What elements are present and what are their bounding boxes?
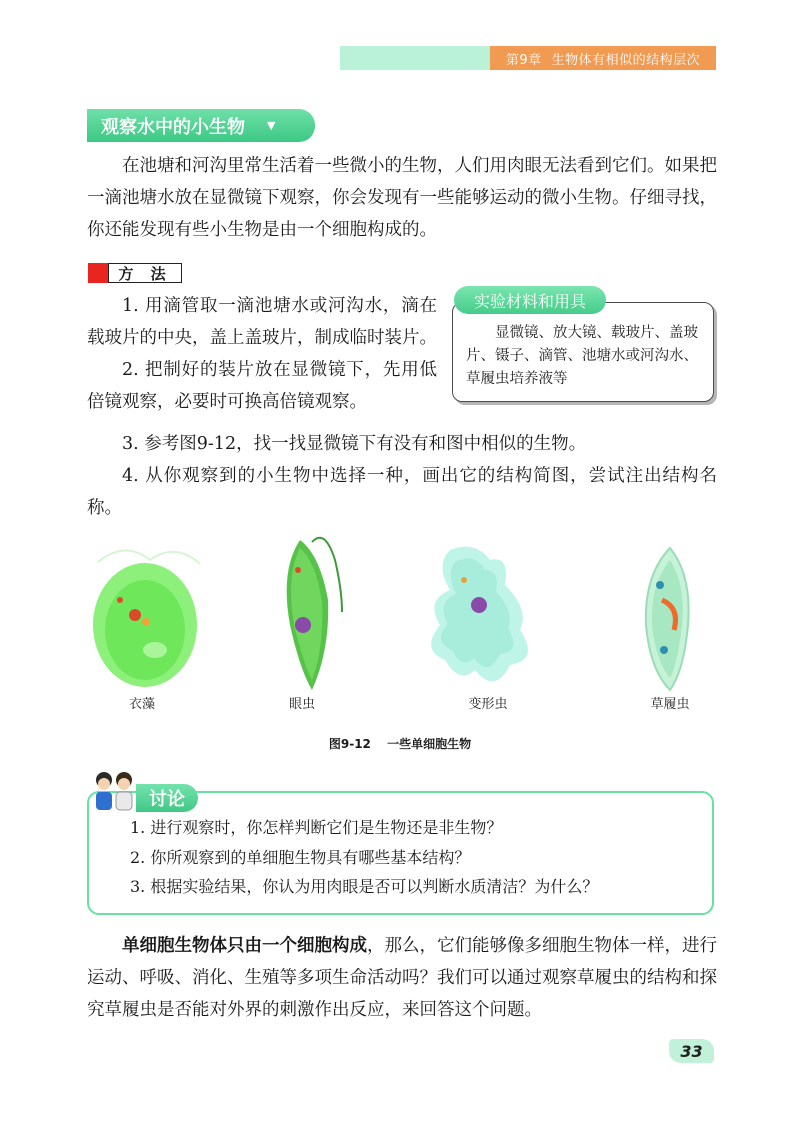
closing-paragraph <box>87 930 717 1026</box>
method-step-4: 4. 从你观察到的小生物中选择一种，画出它的结构简图，尝试注出结构名称。 <box>87 466 717 518</box>
chlamydomonas-illustration <box>93 550 200 687</box>
page-number: 33 <box>669 1039 714 1063</box>
method-marker <box>88 263 108 283</box>
intro-paragraph: 在池塘和河沟里常生活着一些微小的生物，人们用肉眼无法看到它们。如果把一滴池塘水放在显微镜下观察，你会发现有一些能够运动的微小生物。仔细寻找，你还能发现有些小生物是由一个细胞构成的。 <box>87 156 717 240</box>
discussion-question-1: 1. 进行观察时，你怎样判断它们是生物还是非生物？ <box>130 818 503 837</box>
closing-rest: ，那么，它们能够像多细胞生物体一样，进行运动、呼吸、消化、生殖等多项生命活动吗？我们可以通过观察草履虫的结构和探究草履虫是否能对外界的刺激作出反应，来回答这个问题。 <box>87 936 717 1020</box>
discussion-title: 讨论 <box>136 784 198 812</box>
section-title-text: 观察水中的小生物 <box>101 116 245 138</box>
chapter-title: 生物体有相似的结构层次 <box>551 52 701 68</box>
organism-label-amoeba: 变形虫 <box>468 697 508 712</box>
organism-label-paramecium: 草履虫 <box>650 697 690 712</box>
closing-bold-phrase: 单细胞生物体只由一个细胞构成 <box>122 936 367 956</box>
organism-label-euglena: 眼虫 <box>288 697 315 712</box>
organism-label-chlamydomonas: 衣藻 <box>128 697 155 712</box>
triangle-down-icon: ▼ <box>267 119 276 132</box>
materials-title: 实验材料和用具 <box>454 286 606 314</box>
section-title <box>87 109 315 142</box>
figure-caption-text: 一些单细胞生物 <box>387 737 472 751</box>
amoeba-illustration <box>431 547 528 682</box>
method-steps-wide <box>87 428 717 524</box>
organism-figure <box>80 530 720 700</box>
euglena-illustration <box>287 538 342 690</box>
discussion-question-2: 2. 你所观察到的单细胞生物具有哪些基本结构？ <box>130 848 471 867</box>
students-icon <box>90 770 140 814</box>
paramecium-illustration <box>646 548 689 690</box>
figure-caption <box>0 735 800 752</box>
chapter-header <box>490 46 716 70</box>
header-band-light <box>340 46 490 70</box>
method-step-1: 1. 用滴管取一滴池塘水或河沟水，滴在载玻片的中央，盖上盖玻片，制成临时装片。 <box>87 296 437 348</box>
method-step-3: 3. 参考图9-12，找一找显微镜下有没有和图中相似的生物。 <box>122 434 587 454</box>
method-steps-narrow <box>87 290 437 418</box>
method-step-2: 2. 把制好的装片放在显微镜下，先用低倍镜观察，必要时可换高倍镜观察。 <box>87 360 437 412</box>
materials-text: 显微镜、放大镜、载玻片、盖玻片、镊子、滴管、池塘水或河沟水、草履虫培养液等 <box>466 325 698 387</box>
discussion-question-3: 3. 根据实验结果，你认为用肉眼是否可以判断水质清洁？为什么？ <box>130 877 599 896</box>
chapter-number: 第9章 <box>505 52 542 68</box>
method-heading: 方 法 <box>108 263 182 283</box>
figure-number: 图9-12 <box>328 737 371 751</box>
